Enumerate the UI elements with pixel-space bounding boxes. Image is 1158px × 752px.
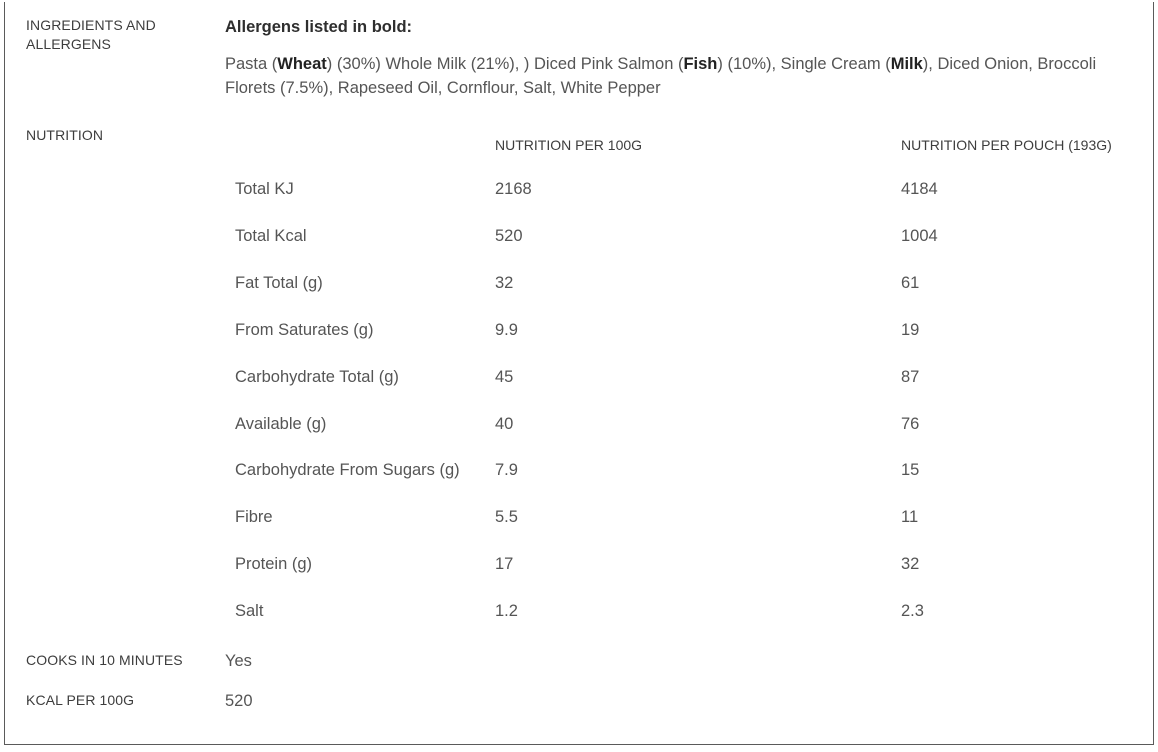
value-per-100g: 9.9	[495, 320, 518, 339]
value-per-pouch: 4184	[901, 180, 938, 198]
ingredients-label: INGREDIENTS AND ALLERGENS	[26, 17, 156, 52]
table-row	[0, 415, 1158, 439]
ingredient-text: ) (10%), Single Cream (	[717, 55, 891, 73]
nutrient-name: Fat Total (g)	[235, 273, 323, 292]
table-row	[0, 461, 1158, 485]
nutrient-name: Fibre	[235, 508, 273, 527]
value-per-pouch: 15	[901, 461, 920, 480]
value-per-pouch: 32	[901, 555, 920, 574]
value-per-pouch: 1004	[901, 226, 938, 245]
value-per-100g: 32	[495, 273, 514, 292]
ingredients-text	[225, 52, 1135, 100]
value-per-pouch: 76	[901, 414, 920, 433]
table-row	[0, 368, 1158, 392]
column-header-per-pouch: NUTRITION PER POUCH (193G)	[901, 137, 1112, 153]
table-row	[0, 227, 1158, 251]
table-row	[0, 555, 1158, 579]
nutrient-name: Protein (g)	[235, 555, 313, 574]
nutrition-label: NUTRITION	[26, 127, 104, 143]
cooks-label: COOKS IN 10 MINUTES	[26, 652, 183, 668]
ingredient-text: ), Diced Onion, Broccoli Florets (7.5%), Rapeseed Oil, Cornflour, Salt, White Pepper	[225, 55, 1097, 97]
column-header-per-100g: NUTRITION PER 100G	[495, 137, 643, 153]
value-per-100g: 7.9	[495, 461, 518, 480]
ingredient-text: ) (30%) Whole Milk (21%), ) Diced Pink Salmon (	[326, 55, 684, 73]
table-row	[0, 602, 1158, 626]
value-per-pouch: 87	[901, 367, 920, 386]
allergens-heading: Allergens listed in bold:	[225, 18, 413, 36]
value-per-pouch: 19	[901, 320, 920, 339]
value-per-100g: 45	[495, 367, 514, 386]
value-per-100g: 5.5	[495, 508, 518, 527]
nutrient-name: Available (g)	[235, 414, 327, 433]
value-per-100g: 2168	[495, 180, 532, 198]
nutrient-name: Carbohydrate From Sugars (g)	[235, 461, 460, 480]
value-per-pouch: 11	[901, 508, 919, 527]
table-row	[0, 274, 1158, 298]
table-row	[0, 321, 1158, 345]
nutrient-name: Salt	[235, 602, 264, 621]
cooks-value: Yes	[225, 652, 252, 670]
value-per-100g: 520	[495, 226, 523, 245]
ingredient-text: Pasta (	[225, 55, 278, 73]
kcal-value: 520	[225, 692, 253, 710]
value-per-100g: 17	[495, 555, 514, 574]
value-per-100g: 1.2	[495, 602, 518, 621]
value-per-pouch: 2.3	[901, 602, 924, 621]
value-per-pouch: 61	[901, 273, 920, 292]
allergen-bold: Wheat	[277, 55, 327, 73]
nutrient-name: From Saturates (g)	[235, 320, 374, 339]
nutrient-name: Total KJ	[235, 180, 294, 198]
kcal-label: KCAL PER 100G	[26, 692, 135, 708]
allergen-bold: Milk	[890, 55, 923, 73]
nutrient-name: Total Kcal	[235, 226, 307, 245]
value-per-100g: 40	[495, 414, 514, 433]
nutrient-name: Carbohydrate Total (g)	[235, 367, 399, 386]
table-row	[0, 508, 1158, 532]
table-row	[0, 180, 1158, 204]
allergen-bold: Fish	[683, 55, 718, 73]
